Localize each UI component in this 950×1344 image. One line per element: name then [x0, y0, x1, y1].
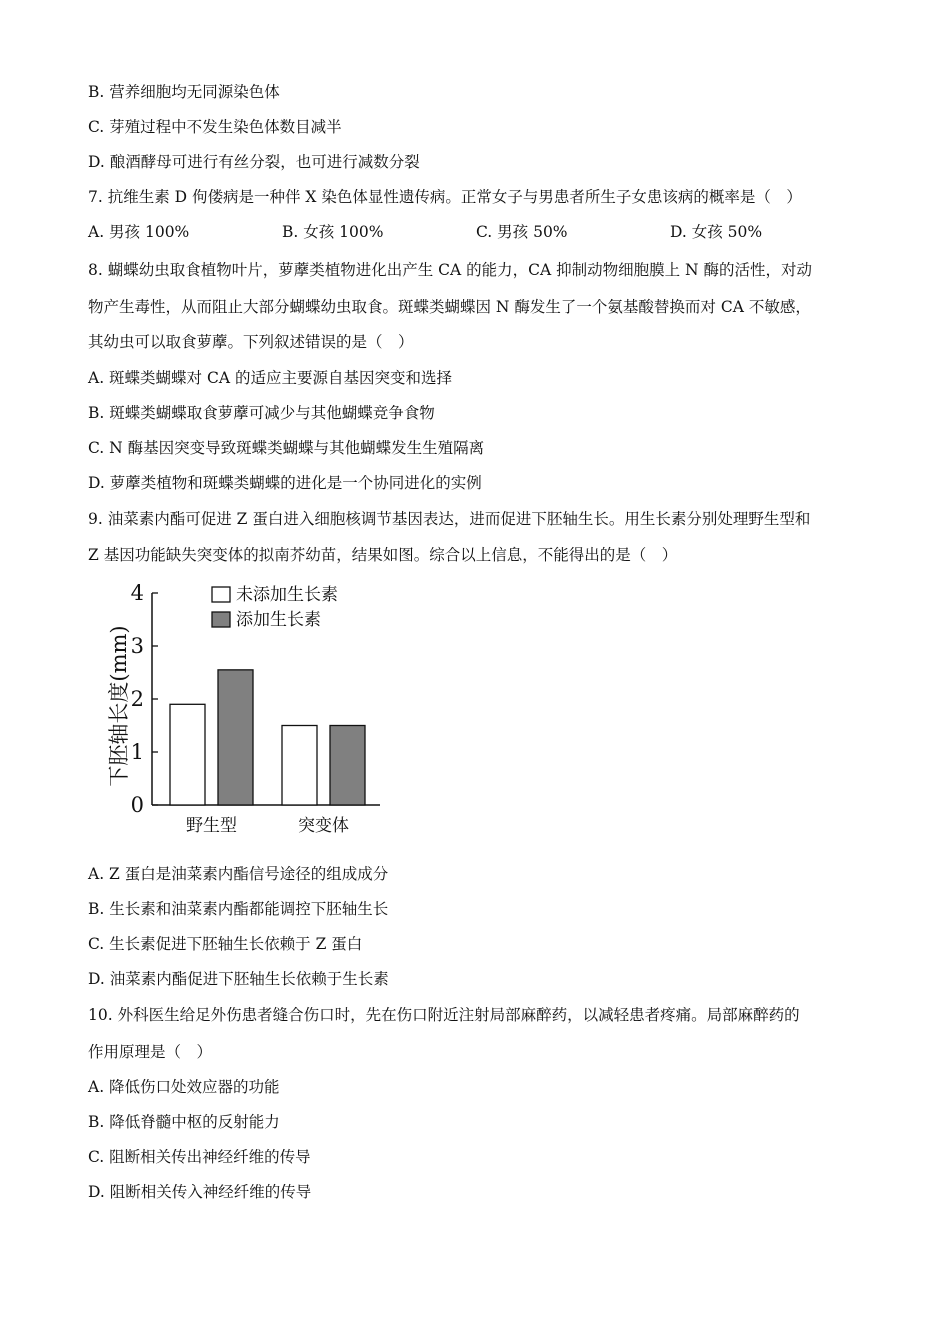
question-8-option-b: B. 斑蝶类蝴蝶取食萝藦可减少与其他蝴蝶竞争食物 [88, 404, 435, 422]
question-10-option-a: A. 降低伤口处效应器的功能 [88, 1078, 280, 1096]
bar-auxin-wild-type [218, 670, 253, 805]
question-9-option-a: A. Z 蛋白是油菜素内酯信号途径的组成成分 [88, 865, 389, 883]
option-text: D. 酿酒酵母可进行有丝分裂，也可进行减数分裂 [88, 153, 420, 171]
question-10-option-b: B. 降低脊髓中枢的反射能力 [88, 1113, 280, 1131]
question-8-option-c: C. N 酶基因突变导致斑蝶类蝴蝶与其他蝴蝶发生生殖隔离 [88, 439, 485, 457]
question-10-option-c: C. 阻断相关传出神经纤维的传导 [88, 1148, 311, 1166]
y-axis-label: 下胚轴长度(mm) [107, 625, 131, 787]
question-8-stem: 8. 蝴蝶幼虫取食植物叶片，萝藦类植物进化出产生 CA 的能力，CA 抑制动物细胞膜上 N 酶的活性，对动 [88, 261, 813, 279]
question-8-option-d: D. 萝藦类植物和斑蝶类蝴蝶的进化是一个协同进化的实例 [88, 474, 482, 492]
bar-no-auxin-mutant [282, 726, 317, 806]
legend-label-auxin: 添加生长素 [236, 610, 321, 630]
question-10-option-d: D. 阻断相关传入神经纤维的传导 [88, 1183, 312, 1201]
question-10-stem: 作用原理是（ ） [88, 1043, 213, 1061]
question-7-option-c: C. 男孩 50% [476, 223, 568, 241]
option-text: C. 芽殖过程中不发生染色体数目减半 [88, 118, 342, 136]
question-8-option-a: A. 斑蝶类蝴蝶对 CA 的适应主要源自基因突变和选择 [88, 369, 452, 387]
y-tick-label: 0 [130, 793, 144, 817]
legend-swatch-auxin [212, 612, 230, 627]
question-9-stem: 9. 油菜素内酯可促进 Z 蛋白进入细胞核调节基因表达，进而促进下胚轴生长。用生长素分别处理野生型和 [88, 510, 811, 528]
question-9-option-d: D. 油菜素内酯促进下胚轴生长依赖于生长素 [88, 970, 389, 988]
y-tick-label: 2 [130, 687, 144, 711]
legend-swatch-no-auxin [212, 587, 230, 602]
y-tick-label: 3 [130, 634, 144, 658]
y-tick-label: 1 [130, 740, 144, 764]
question-7-option-d: D. 女孩 50% [670, 223, 763, 241]
x-category-label: 野生型 [186, 816, 237, 836]
bar-auxin-mutant [330, 726, 365, 806]
question-9-option-c: C. 生长素促进下胚轴生长依赖于 Z 蛋白 [88, 935, 363, 953]
question-8-stem: 物产生毒性，从而阻止大部分蝴蝶幼虫取食。斑蝶类蝴蝶因 N 酶发生了一个氨基酸替换而对 CA 不敏感， [88, 298, 811, 316]
x-category-label: 突变体 [298, 816, 349, 836]
option-text: B. 营养细胞均无同源染色体 [88, 83, 280, 101]
question-9-stem: Z 基因功能缺失突变体的拟南芥幼苗，结果如图。综合以上信息，不能得出的是（ ） [88, 546, 678, 564]
y-tick-label: 4 [130, 581, 144, 605]
bar-no-auxin-wild-type [170, 704, 205, 805]
question-7-option-a: A. 男孩 100% [88, 223, 190, 241]
question-8-stem: 其幼虫可以取食萝藦。下列叙述错误的是（ ） [88, 333, 414, 351]
legend-label-no-auxin: 未添加生长素 [236, 585, 338, 605]
question-10-stem: 10. 外科医生给足外伤患者缝合伤口时，先在伤口附近注射局部麻醉药，以减轻患者疼痛。局部麻醉药的 [88, 1006, 800, 1024]
question-7-option-b: B. 女孩 100% [282, 223, 384, 241]
question-9-option-b: B. 生长素和油菜素内酯都能调控下胚轴生长 [88, 900, 389, 918]
question-7-stem: 7. 抗维生素 D 佝偻病是一种伴 X 染色体显性遗传病。正常女子与男患者所生子女患该病的概率是（ ） [88, 188, 802, 206]
bar-chart [96, 578, 396, 838]
